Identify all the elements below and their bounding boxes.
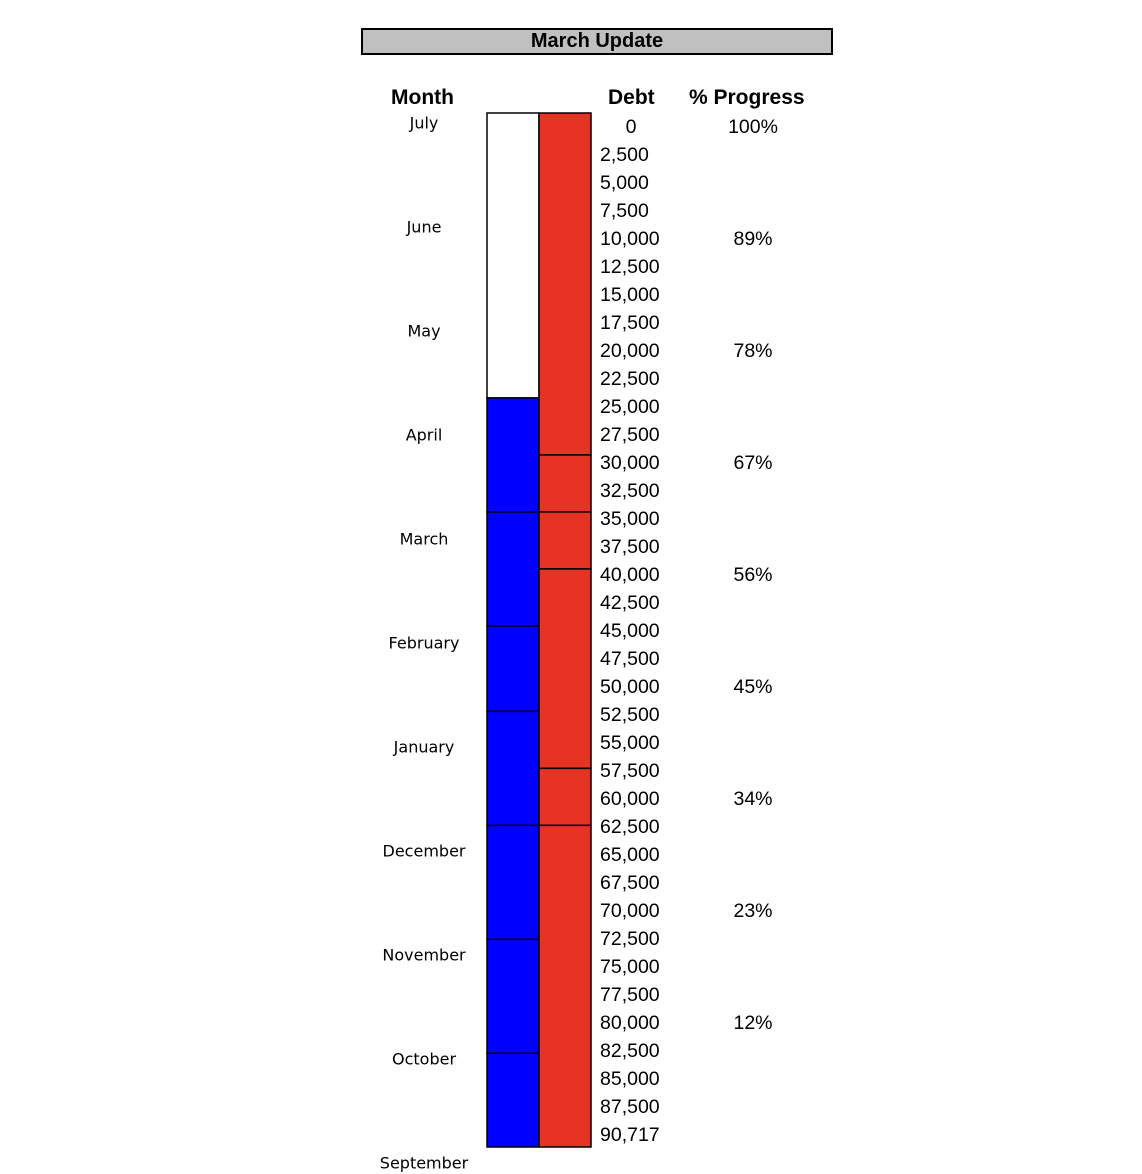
debt-tick-label: 2,500 <box>600 144 649 166</box>
debt-tick-label: 85,000 <box>600 1068 660 1090</box>
month-label: May <box>407 321 441 341</box>
debt-tick-label: 32,500 <box>600 480 660 502</box>
debt-tick-label: 57,500 <box>600 760 660 782</box>
month-label: March <box>399 529 449 549</box>
debt-tick-label: 10,000 <box>600 228 660 250</box>
debt-tick-label: 62,500 <box>600 816 660 838</box>
debt-tick-label: 52,500 <box>600 704 660 726</box>
month-header: Month <box>391 86 454 109</box>
debt-segment-bar <box>539 455 591 512</box>
progress-header: % Progress <box>689 86 805 109</box>
empty-progress-bar <box>487 113 539 398</box>
progress-label: 78% <box>733 340 773 362</box>
paid-segment-bar <box>487 398 539 512</box>
debt-segment-bar <box>539 825 591 1147</box>
debt-tick-label: 72,500 <box>600 928 660 950</box>
debt-tick-label: 7,500 <box>600 200 649 222</box>
debt-tick-label: 47,500 <box>600 648 660 670</box>
paid-segment-bar <box>487 711 539 825</box>
debt-segment-bar <box>539 569 591 768</box>
debt-tick-label: 55,000 <box>600 732 660 754</box>
progress-label: 56% <box>733 564 773 586</box>
debt-tick-label: 75,000 <box>600 956 660 978</box>
debt-tick-label: 45,000 <box>600 620 660 642</box>
progress-label: 34% <box>733 788 773 810</box>
progress-label: 100% <box>728 116 778 138</box>
debt-tick-label: 27,500 <box>600 424 660 446</box>
debt-tick-label: 15,000 <box>600 284 660 306</box>
month-label: September <box>379 1153 469 1173</box>
debt-tick-label: 0 <box>625 116 637 138</box>
debt-segment-bar <box>539 113 591 455</box>
debt-tick-label: 42,500 <box>600 592 660 614</box>
paid-segment-bar <box>487 512 539 626</box>
month-label: February <box>388 633 460 653</box>
progress-label: 89% <box>733 228 773 250</box>
month-label: October <box>391 1049 457 1069</box>
debt-tick-label: 30,000 <box>600 452 660 474</box>
debt-tick-label: 82,500 <box>600 1040 660 1062</box>
debt-tick-label: 60,000 <box>600 788 660 810</box>
debt-tick-label: 70,000 <box>600 900 660 922</box>
debt-tick-label: 87,500 <box>600 1096 660 1118</box>
debt-tick-label: 5,000 <box>600 172 649 194</box>
debt-tick-label: 77,500 <box>600 984 660 1006</box>
debt-header: Debt <box>608 86 655 109</box>
progress-label: 45% <box>733 676 773 698</box>
debt-tick-label: 12,500 <box>600 256 660 278</box>
debt-tick-label: 22,500 <box>600 368 660 390</box>
debt-tick-label: 67,500 <box>600 872 660 894</box>
paid-segment-bar <box>487 825 539 939</box>
month-label: December <box>382 841 466 861</box>
paid-segment-bar <box>487 626 539 711</box>
paid-segment-bar <box>487 1053 539 1147</box>
debt-segment-bar <box>539 768 591 825</box>
chart-title: March Update <box>361 28 833 55</box>
debt-tick-label: 80,000 <box>600 1012 660 1034</box>
month-label: July <box>409 113 439 133</box>
month-label: November <box>382 945 466 965</box>
debt-segment-bar <box>539 512 591 569</box>
debt-tick-label: 35,000 <box>600 508 660 530</box>
month-label: June <box>406 217 442 237</box>
debt-tick-label: 40,000 <box>600 564 660 586</box>
progress-label: 67% <box>733 452 773 474</box>
debt-tick-label: 90,717 <box>600 1124 660 1146</box>
paid-segment-bar <box>487 939 539 1053</box>
debt-tick-label: 17,500 <box>600 312 660 334</box>
month-label: April <box>405 425 443 445</box>
month-label: January <box>393 737 455 757</box>
progress-label: 12% <box>733 1012 773 1034</box>
debt-tick-label: 37,500 <box>600 536 660 558</box>
debt-tick-label: 65,000 <box>600 844 660 866</box>
debt-tick-label: 20,000 <box>600 340 660 362</box>
progress-label: 23% <box>733 900 773 922</box>
debt-tick-label: 50,000 <box>600 676 660 698</box>
debt-tick-label: 25,000 <box>600 396 660 418</box>
